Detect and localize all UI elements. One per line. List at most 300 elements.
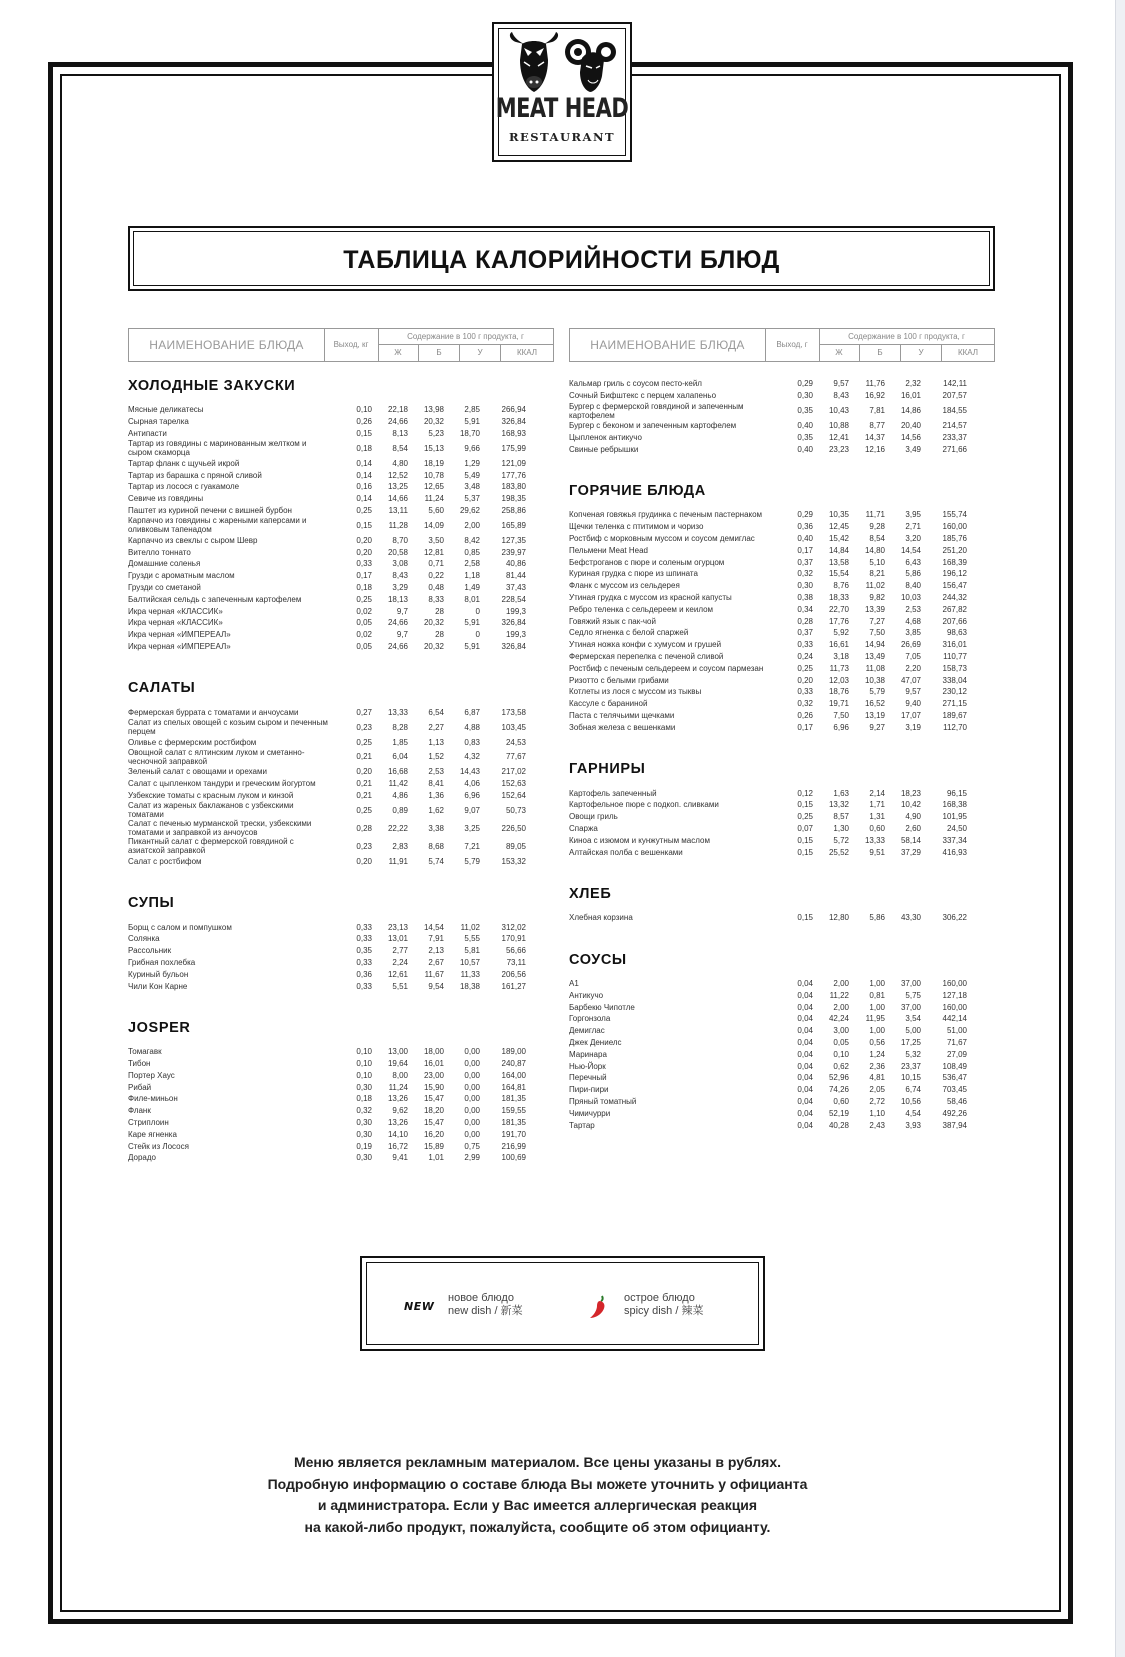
dish-protein: 1,00 xyxy=(869,979,885,989)
dish-fat: 6,96 xyxy=(833,722,849,732)
table-row xyxy=(569,521,995,533)
dish-carbs: 5,37 xyxy=(464,494,480,504)
menu-section xyxy=(569,886,995,924)
logo-subtitle: RESTAURANT xyxy=(508,130,616,144)
dish-carbs: 14,56 xyxy=(900,432,921,442)
dish-name: Нью-Йорк xyxy=(569,1061,606,1071)
dish-fat: 0,62 xyxy=(833,1061,849,1071)
dish-name: Паштет из куриной печени с вишней бурбон xyxy=(128,505,292,515)
dish-output: 0,33 xyxy=(797,640,813,650)
dish-fat: 13,26 xyxy=(387,1094,408,1104)
dish-output: 0,10 xyxy=(356,1059,372,1069)
dish-protein: 15,47 xyxy=(423,1094,444,1104)
dish-carbs: 11,33 xyxy=(460,969,480,979)
dish-name: Тартар фланк с щучьей икрой xyxy=(128,458,240,468)
dish-fat: 10,35 xyxy=(828,510,849,520)
menu-section xyxy=(128,895,554,992)
section-rows xyxy=(569,978,995,1131)
dish-kcal: 164,81 xyxy=(501,1082,526,1092)
dish-carbs: 1,18 xyxy=(464,571,480,581)
new-badge: NEW xyxy=(404,1300,435,1313)
table-row xyxy=(569,1025,995,1037)
dish-name: Кальмар гриль с соусом песто-кейл xyxy=(569,379,702,389)
section-title: ГОРЯЧИЕ БЛЮДА xyxy=(569,482,706,499)
dish-output: 0,15 xyxy=(356,428,372,438)
dish-carbs: 5,91 xyxy=(464,618,480,628)
dish-protein: 16,52 xyxy=(864,699,885,709)
dish-kcal: 101,95 xyxy=(942,812,967,822)
dish-name: Зеленый салат с овощами и орехами xyxy=(128,767,267,777)
dish-kcal: 127,18 xyxy=(942,990,967,1000)
dish-fat: 13,25 xyxy=(387,482,408,492)
dish-kcal: 51,00 xyxy=(946,1026,967,1036)
dish-kcal: 170,91 xyxy=(501,934,526,944)
dish-output: 0,32 xyxy=(797,569,813,579)
dish-kcal: 239,97 xyxy=(501,547,526,557)
dish-protein: 7,27 xyxy=(869,616,885,626)
dish-protein: 8,21 xyxy=(869,569,885,579)
dish-kcal: 189,00 xyxy=(501,1047,526,1057)
dish-name: Бургер с фермерской говядиной и запеченным картофелем xyxy=(569,401,744,420)
dish-output: 0,38 xyxy=(797,592,813,602)
dish-protein: 13,98 xyxy=(423,405,444,415)
dish-carbs: 9,57 xyxy=(905,687,921,697)
table-row xyxy=(569,799,995,811)
dish-output: 0,10 xyxy=(356,1070,372,1080)
dish-carbs: 6,74 xyxy=(905,1085,921,1095)
header-carbs: У xyxy=(901,345,942,361)
dish-name: Куриная грудка с пюре из шпината xyxy=(569,569,698,579)
table-row xyxy=(128,416,554,428)
dish-protein: 2,05 xyxy=(869,1085,885,1095)
dish-fat: 4,80 xyxy=(392,458,408,468)
dish-carbs: 0,83 xyxy=(464,737,480,747)
dish-kcal: 153,32 xyxy=(501,856,526,866)
dish-protein: 7,81 xyxy=(869,406,885,416)
dish-name: А1 xyxy=(569,979,579,989)
disclaimer-line: и администратора. Если у Вас имеется аллергическая реакция xyxy=(317,1497,758,1513)
dish-name: Севиче из говядины xyxy=(128,494,204,504)
dish-output: 0,25 xyxy=(356,737,372,747)
dish-protein: 13,33 xyxy=(864,835,885,845)
dish-protein: 10,38 xyxy=(864,675,885,685)
dish-output: 0,35 xyxy=(356,946,372,956)
table-row xyxy=(569,823,995,835)
dish-name: Картофельное пюре с подкоп. сливками xyxy=(569,800,719,810)
table-row xyxy=(128,605,554,617)
dish-kcal: 198,35 xyxy=(501,494,526,504)
dish-name: Грибная похлебка xyxy=(128,957,196,967)
dish-carbs: 37,29 xyxy=(900,847,921,857)
dish-carbs: 10,56 xyxy=(900,1097,921,1107)
dish-carbs: 3,95 xyxy=(905,510,921,520)
table-row xyxy=(569,580,995,592)
dish-output: 0,28 xyxy=(356,823,372,833)
dish-output: 0,30 xyxy=(356,1118,372,1128)
dish-output: 0,04 xyxy=(797,1120,813,1130)
section-rows xyxy=(128,921,554,992)
dish-output: 0,04 xyxy=(797,979,813,989)
dish-name: Ростбиф с печеным сельдереем и соусом пармезан xyxy=(569,663,764,673)
table-row xyxy=(569,390,995,402)
dish-fat: 22,18 xyxy=(387,405,408,415)
table-row xyxy=(128,801,554,819)
dish-carbs: 17,25 xyxy=(900,1038,921,1048)
dish-fat: 2,24 xyxy=(392,957,408,967)
dish-protein: 5,79 xyxy=(869,687,885,697)
dish-kcal: 266,94 xyxy=(501,405,526,415)
dish-protein: 1,24 xyxy=(869,1049,885,1059)
dish-output: 0,04 xyxy=(797,1073,813,1083)
header-dish-name: НАИМЕНОВАНИЕ БЛЮДА xyxy=(570,329,766,361)
dish-name: Котлеты из лося с муссом из тыквы xyxy=(569,687,702,697)
left-sections xyxy=(128,378,554,1164)
dish-kcal: 387,94 xyxy=(942,1120,967,1130)
dish-protein: 5,86 xyxy=(869,913,885,923)
dish-carbs: 5,86 xyxy=(905,569,921,579)
dish-fat: 19,71 xyxy=(828,699,849,709)
table-row xyxy=(569,710,995,722)
header-protein: Б xyxy=(860,345,901,361)
dish-protein: 3,50 xyxy=(428,535,444,545)
dish-output: 0,04 xyxy=(797,1085,813,1095)
dish-output: 0,32 xyxy=(356,1106,372,1116)
dish-output: 0,14 xyxy=(356,470,372,480)
dish-output: 0,30 xyxy=(356,1129,372,1139)
page-title: ТАБЛИЦА КАЛОРИЙНОСТИ БЛЮД xyxy=(343,246,780,274)
section-title: ХЛЕБ xyxy=(569,885,612,902)
section-title: ХОЛОДНЫЕ ЗАКУСКИ xyxy=(128,378,296,394)
dish-kcal: 442,14 xyxy=(942,1014,967,1024)
dish-fat: 3,08 xyxy=(392,559,408,569)
dish-kcal: 181,35 xyxy=(501,1094,526,1104)
dish-fat: 2,83 xyxy=(392,841,408,851)
dish-name: Дорадо xyxy=(128,1153,156,1163)
dish-carbs: 37,00 xyxy=(900,1002,921,1012)
dish-carbs: 3,93 xyxy=(905,1120,921,1130)
dish-protein: 13,19 xyxy=(864,710,885,720)
dish-kcal: 416,93 xyxy=(942,847,967,857)
dish-fat: 12,41 xyxy=(828,432,849,442)
dish-carbs: 3,54 xyxy=(905,1014,921,1024)
table-row xyxy=(128,778,554,790)
table-row xyxy=(569,811,995,823)
dish-output: 0,04 xyxy=(797,1049,813,1059)
dish-kcal: 100,69 xyxy=(501,1153,526,1163)
dish-output: 0,18 xyxy=(356,443,372,453)
table-row xyxy=(128,921,554,933)
dish-name: Маринара xyxy=(569,1049,607,1059)
dish-name: Ростбиф с морковным муссом и соусом демиглас xyxy=(569,533,755,543)
dish-output: 0,14 xyxy=(356,494,372,504)
header-output: Выход, г xyxy=(765,329,820,361)
dish-fat: 9,7 xyxy=(396,630,408,640)
table-row xyxy=(569,1060,995,1072)
dish-kcal: 316,01 xyxy=(942,640,967,650)
dish-protein: 11,76 xyxy=(865,379,885,389)
dish-protein: 11,08 xyxy=(865,663,885,673)
dish-protein: 28 xyxy=(435,630,444,640)
dish-protein: 1,71 xyxy=(869,800,885,810)
table-row xyxy=(569,834,995,846)
dish-kcal: 233,37 xyxy=(942,432,967,442)
dish-kcal: 108,49 xyxy=(942,1061,967,1071)
dish-carbs: 1,49 xyxy=(464,582,480,592)
dish-name: Икра черная «ИМПЕРЕАЛ» xyxy=(128,641,231,651)
table-row xyxy=(128,439,554,457)
spicy-dish-legend xyxy=(624,1292,703,1318)
dish-name: Ризотто с белыми грибами xyxy=(569,675,669,685)
dish-fat: 8,70 xyxy=(392,535,408,545)
dish-name: Мясные деликатесы xyxy=(128,405,204,415)
dish-output: 0,05 xyxy=(356,641,372,651)
dish-carbs: 0 xyxy=(475,606,480,616)
dish-fat: 8,57 xyxy=(833,812,849,822)
dish-carbs: 23,37 xyxy=(900,1061,921,1071)
table-row xyxy=(569,1013,995,1025)
dish-protein: 2,14 xyxy=(869,788,885,798)
dish-protein: 12,81 xyxy=(423,547,444,557)
dish-protein: 0,81 xyxy=(869,990,885,1000)
right-sections xyxy=(569,378,995,1131)
dish-name: Утиная ножка конфи с хумусом и грушей xyxy=(569,640,722,650)
table-row xyxy=(128,945,554,957)
dish-output: 0,33 xyxy=(356,559,372,569)
table-row xyxy=(569,1096,995,1108)
table-row xyxy=(569,509,995,521)
dish-output: 0,04 xyxy=(797,1108,813,1118)
dish-protein: 6,54 xyxy=(428,707,444,717)
dish-fat: 8,13 xyxy=(392,428,408,438)
dish-protein: 8,33 xyxy=(428,594,444,604)
dish-name: Вителло тоннато xyxy=(128,547,191,557)
dish-output: 0,30 xyxy=(797,581,813,591)
dish-carbs: 8,40 xyxy=(905,581,921,591)
table-row xyxy=(128,718,554,736)
dish-output: 0,26 xyxy=(356,417,372,427)
dish-protein: 11,24 xyxy=(424,494,444,504)
table-row xyxy=(128,1140,554,1152)
dish-protein: 1,00 xyxy=(869,1002,885,1012)
dish-kcal: 492,26 xyxy=(942,1108,967,1118)
dish-name: Барбекю Чипотле xyxy=(569,1002,635,1012)
dish-name: Чимичурри xyxy=(569,1108,611,1118)
table-row xyxy=(569,533,995,545)
dish-kcal: 159,55 xyxy=(501,1106,526,1116)
dish-carbs: 4,32 xyxy=(464,752,480,762)
dish-kcal: 73,11 xyxy=(506,957,526,967)
dish-kcal: 196,12 xyxy=(942,569,967,579)
dish-protein: 15,89 xyxy=(423,1141,444,1151)
dish-fat: 14,84 xyxy=(828,545,849,555)
dish-carbs: 10,03 xyxy=(900,592,921,602)
dish-name: Стейк из Лосося xyxy=(128,1141,189,1151)
dish-kcal: 244,32 xyxy=(942,592,967,602)
dish-carbs: 5,91 xyxy=(464,417,480,427)
dish-protein: 1,13 xyxy=(428,737,444,747)
dish-protein: 5,10 xyxy=(869,557,885,567)
dish-protein: 9,51 xyxy=(869,847,885,857)
dish-name: Щечки теленка с птитимом и чоризо xyxy=(569,522,704,532)
table-row xyxy=(128,469,554,481)
dish-name: Тартар из барашка с пряной сливой xyxy=(128,470,262,480)
dish-carbs: 0,00 xyxy=(464,1059,480,1069)
dish-fat: 9,7 xyxy=(396,606,408,616)
table-row xyxy=(128,1152,554,1164)
table-row xyxy=(569,615,995,627)
dish-carbs: 9,66 xyxy=(464,443,480,453)
dish-kcal: 199,3 xyxy=(505,606,526,616)
table-row xyxy=(569,721,995,733)
dish-carbs: 7,21 xyxy=(464,841,480,851)
dish-carbs: 2,60 xyxy=(905,823,921,833)
table-row xyxy=(128,629,554,641)
dish-fat: 13,00 xyxy=(387,1047,408,1057)
dish-protein: 18,00 xyxy=(423,1047,444,1057)
dish-kcal: 58,46 xyxy=(946,1097,967,1107)
dish-protein: 14,94 xyxy=(864,640,885,650)
dish-output: 0,34 xyxy=(797,604,813,614)
dish-output: 0,30 xyxy=(356,1082,372,1092)
dish-output: 0,20 xyxy=(356,547,372,557)
dish-name: Хлебная корзина xyxy=(569,913,633,923)
dish-protein: 4,81 xyxy=(869,1073,885,1083)
table-row xyxy=(569,1119,995,1131)
dish-fat: 3,18 xyxy=(833,651,849,661)
dish-name: Ребро теленка с сельдереем и кеилом xyxy=(569,604,714,614)
dish-output: 0,14 xyxy=(356,458,372,468)
dish-kcal: 226,50 xyxy=(501,823,526,833)
dish-protein: 7,50 xyxy=(869,628,885,638)
dish-kcal: 217,02 xyxy=(501,767,526,777)
dish-kcal: 156,47 xyxy=(942,581,967,591)
dish-kcal: 326,84 xyxy=(501,618,526,628)
dish-name: Горгонзола xyxy=(569,1014,611,1024)
dish-output: 0,37 xyxy=(797,628,813,638)
dish-output: 0,07 xyxy=(797,823,813,833)
dish-name: Сырная тарелка xyxy=(128,417,189,427)
dish-output: 0,24 xyxy=(797,651,813,661)
dish-output: 0,02 xyxy=(356,606,372,616)
dish-protein: 1,01 xyxy=(428,1153,444,1163)
dish-fat: 16,72 xyxy=(387,1141,408,1151)
dish-output: 0,02 xyxy=(356,630,372,640)
table-row xyxy=(128,1128,554,1140)
table-row xyxy=(569,556,995,568)
dish-fat: 2,77 xyxy=(392,946,408,956)
dish-fat: 13,58 xyxy=(828,557,849,567)
dish-name: Овощи гриль xyxy=(569,812,618,822)
dish-output: 0,33 xyxy=(356,934,372,944)
dish-protein: 1,10 xyxy=(869,1108,885,1118)
dish-protein: 0,60 xyxy=(869,823,885,833)
dish-protein: 14,80 xyxy=(864,545,885,555)
dish-fat: 23,23 xyxy=(828,444,849,454)
dish-kcal: 189,67 xyxy=(942,710,967,720)
dish-output: 0,40 xyxy=(797,420,813,430)
table-row xyxy=(569,698,995,710)
dish-protein: 9,82 xyxy=(869,592,885,602)
dish-fat: 19,64 xyxy=(387,1059,408,1069)
dish-carbs: 0,00 xyxy=(464,1129,480,1139)
dish-carbs: 0 xyxy=(475,630,480,640)
dish-protein: 14,54 xyxy=(423,922,444,932)
dish-fat: 13,01 xyxy=(387,934,408,944)
section-title: СОУСЫ xyxy=(569,951,627,968)
dish-protein: 15,13 xyxy=(423,443,444,453)
table-row xyxy=(128,428,554,440)
dish-fat: 12,45 xyxy=(828,522,849,532)
dish-carbs: 5,32 xyxy=(905,1049,921,1059)
dish-carbs: 5,79 xyxy=(464,856,480,866)
dish-kcal: 271,15 xyxy=(942,699,967,709)
dish-name: Копченая говяжья грудинка с печеным пастернаком xyxy=(569,510,763,520)
dish-fat: 9,57 xyxy=(833,379,849,389)
dish-output: 0,12 xyxy=(797,788,813,798)
dish-output: 0,25 xyxy=(356,594,372,604)
dish-output: 0,40 xyxy=(797,533,813,543)
dish-name: Джек Дениелс xyxy=(569,1038,622,1048)
dish-carbs: 3,19 xyxy=(905,722,921,732)
dish-carbs: 11,02 xyxy=(460,922,480,932)
dish-fat: 15,42 xyxy=(828,533,849,543)
table-row xyxy=(569,787,995,799)
dish-fat: 1,63 xyxy=(833,788,849,798)
dish-carbs: 0,75 xyxy=(464,1141,480,1151)
dish-name: Рибай xyxy=(128,1082,152,1092)
dish-fat: 9,62 xyxy=(392,1106,408,1116)
dish-kcal: 337,34 xyxy=(942,835,967,845)
header-fat: Ж xyxy=(819,345,860,361)
dish-kcal: 96,15 xyxy=(946,788,967,798)
dish-carbs: 5,75 xyxy=(905,990,921,1000)
table-row xyxy=(569,402,995,420)
table-row xyxy=(569,1001,995,1013)
dish-output: 0,20 xyxy=(797,675,813,685)
dish-carbs: 58,14 xyxy=(900,835,921,845)
dish-carbs: 0,00 xyxy=(464,1094,480,1104)
table-row xyxy=(128,766,554,778)
dish-kcal: 89,05 xyxy=(505,841,526,851)
table-row xyxy=(128,790,554,802)
dish-fat: 11,22 xyxy=(829,990,849,1000)
menu-section xyxy=(128,680,554,867)
dish-kcal: 206,56 xyxy=(501,969,526,979)
dish-kcal: 173,58 xyxy=(501,707,526,717)
dish-output: 0,20 xyxy=(356,856,372,866)
table-row xyxy=(569,1048,995,1060)
dish-protein: 2,72 xyxy=(869,1097,885,1107)
dish-kcal: 152,63 xyxy=(501,779,526,789)
dish-protein: 2,36 xyxy=(869,1061,885,1071)
dish-kcal: 536,47 xyxy=(942,1073,967,1083)
dish-fat: 12,52 xyxy=(387,470,408,480)
table-row xyxy=(128,641,554,653)
new-dish-legend xyxy=(448,1292,523,1318)
window-edge xyxy=(1115,0,1125,1657)
dish-carbs: 3,49 xyxy=(905,444,921,454)
dish-output: 0,25 xyxy=(797,663,813,673)
menu-section xyxy=(569,483,995,733)
table-row xyxy=(128,558,554,570)
section-title: СУПЫ xyxy=(128,895,175,912)
dish-output: 0,04 xyxy=(797,1026,813,1036)
dish-output: 0,04 xyxy=(797,1038,813,1048)
dish-output: 0,17 xyxy=(356,571,372,581)
dish-output: 0,33 xyxy=(356,922,372,932)
dish-kcal: 267,82 xyxy=(942,604,967,614)
dish-output: 0,27 xyxy=(356,707,372,717)
